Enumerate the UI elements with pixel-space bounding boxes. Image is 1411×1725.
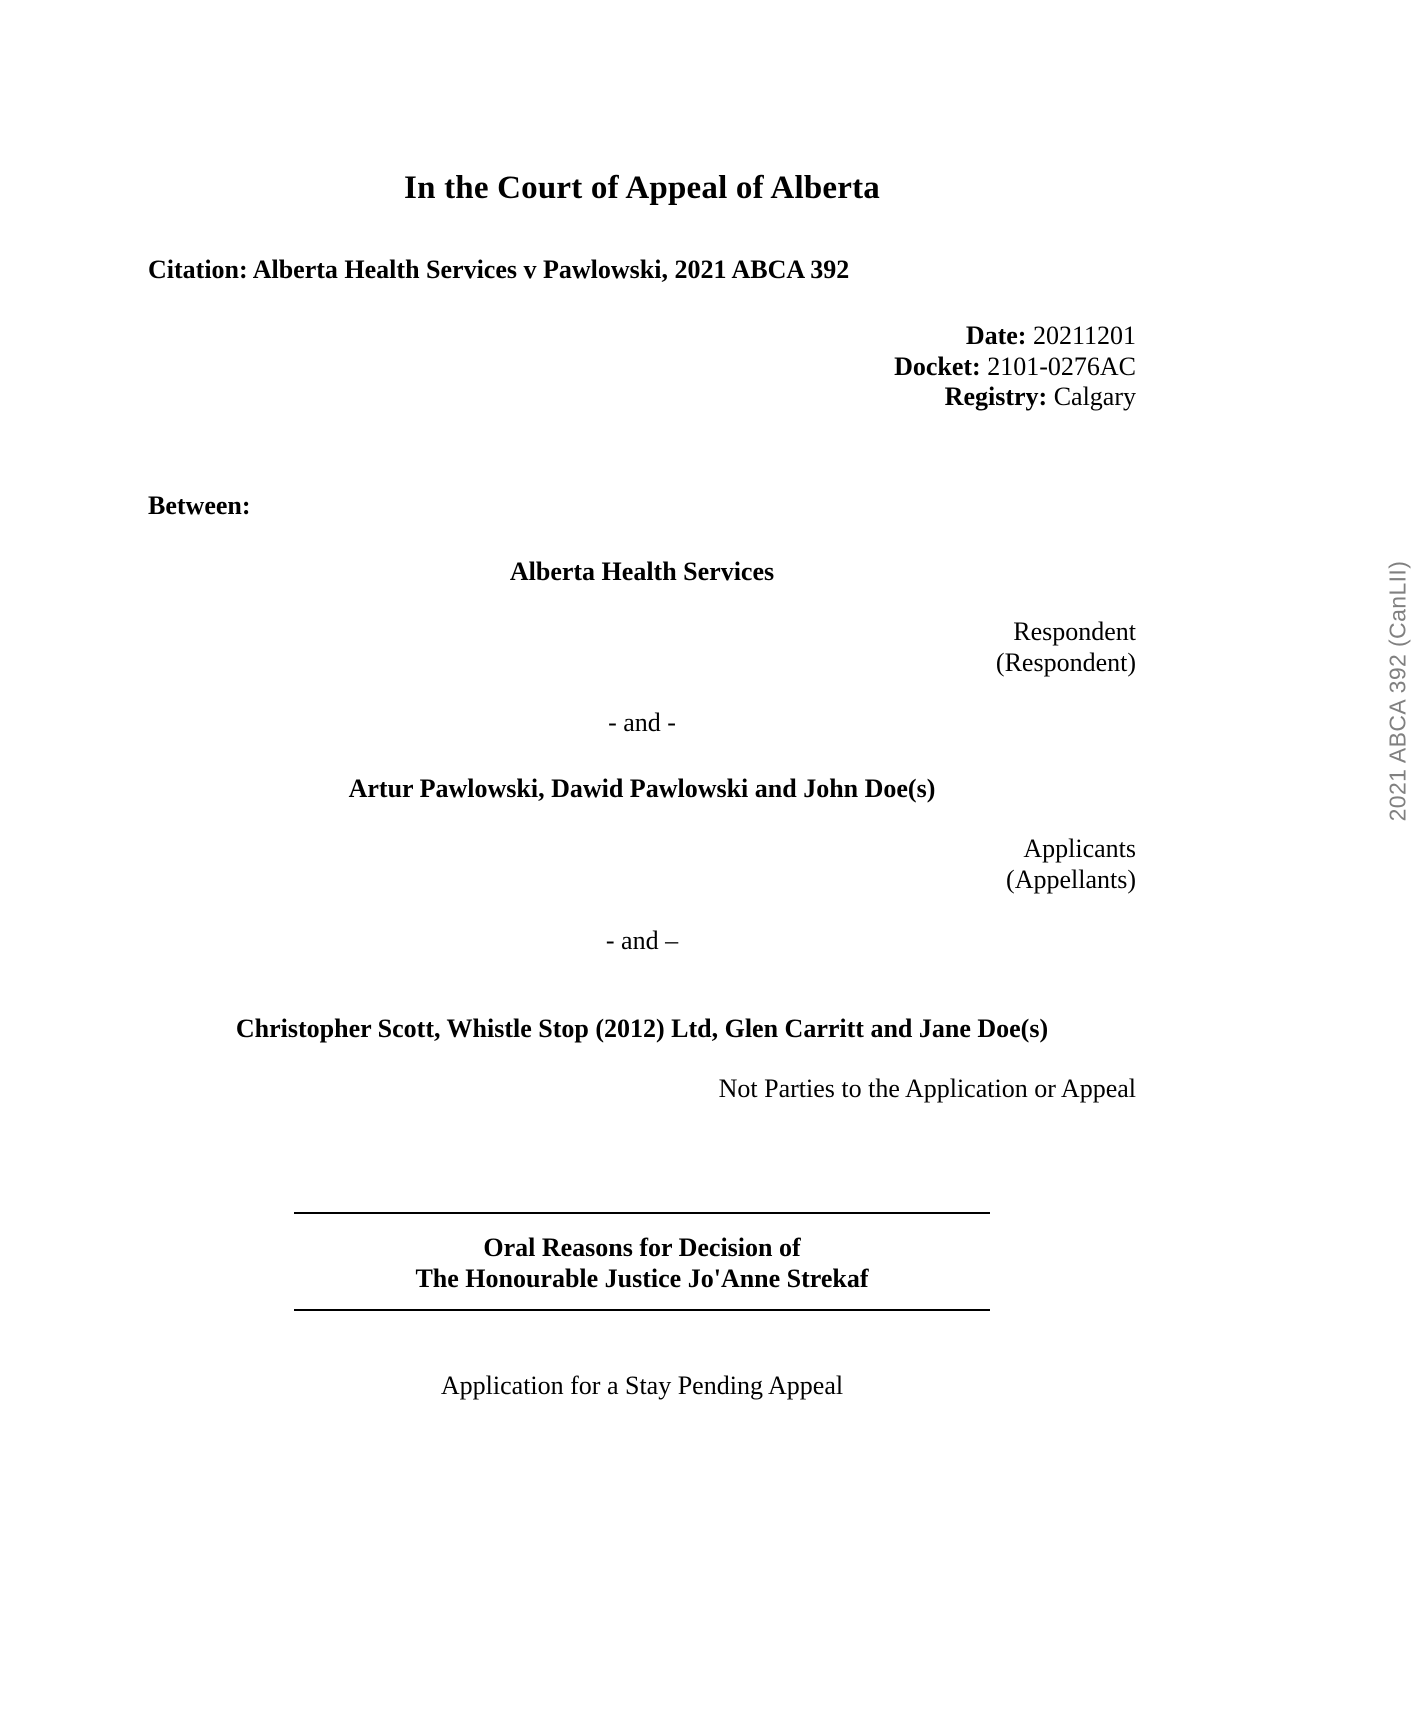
respondent-role-parenthetical: (Respondent)	[995, 647, 1136, 677]
application-subtitle: Application for a Stay Pending Appeal	[440, 1371, 844, 1401]
applicants-role-block	[148, 804, 1136, 895]
registry-label: Registry:	[944, 382, 1048, 412]
decision-heading-line-2: The Honourable Justice Jo'Anne Strekaf	[415, 1264, 869, 1294]
respondent-role-block	[148, 587, 1136, 678]
conjunction-second: - and –	[605, 925, 679, 955]
nonparties-role: Not Parties to the Application or Appeal	[718, 1073, 1136, 1103]
between-label: Between:	[148, 491, 251, 521]
canlii-watermark: 2021 ABCA 392 (CanLII)	[1385, 560, 1411, 822]
date-row	[148, 321, 1136, 352]
decision-heading-line-1: Oral Reasons for Decision of	[483, 1232, 801, 1262]
registry-value: Calgary	[1053, 382, 1136, 412]
decision-heading-block	[294, 1212, 990, 1311]
date-value: 20211201	[1032, 321, 1136, 350]
docket-value: 2101-0276AC	[987, 351, 1136, 381]
date-label: Date:	[965, 321, 1027, 350]
page-title: In the Court of Appeal of Alberta	[404, 170, 880, 206]
applicants-role: Applicants	[1023, 834, 1136, 864]
nonparties-party-name: Christopher Scott, Whistle Stop (2012) Ltd, Glen Carritt and Jane Doe(s)	[235, 1013, 1049, 1043]
docket-label: Docket:	[894, 351, 981, 381]
conjunction-first: - and -	[608, 708, 676, 738]
registry-row	[148, 382, 1136, 413]
applicants-party-name: Artur Pawlowski, Dawid Pawlowski and John Doe(s)	[348, 774, 936, 804]
docket-row	[148, 352, 1136, 383]
respondent-party-name: Alberta Health Services	[509, 557, 775, 587]
case-metadata	[148, 321, 1136, 413]
citation-line: Citation: Alberta Health Services v Pawlowski, 2021 ABCA 392	[148, 255, 850, 284]
applicants-role-parenthetical: (Appellants)	[1006, 865, 1136, 895]
decision-heading	[294, 1214, 990, 1309]
respondent-role: Respondent	[1013, 617, 1136, 647]
document-body	[148, 0, 1136, 1725]
